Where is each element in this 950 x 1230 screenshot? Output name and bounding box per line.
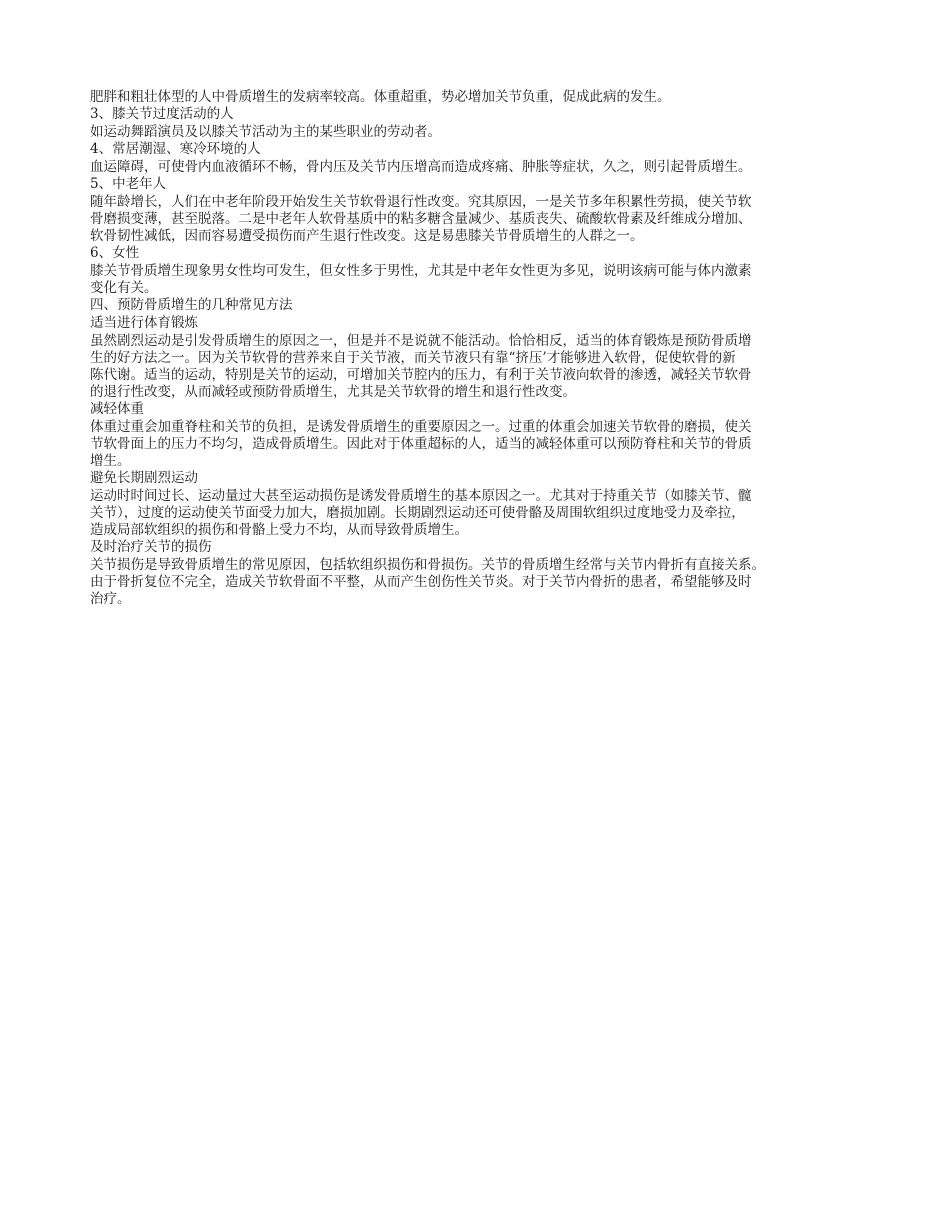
paragraph-knee-overuse bbox=[90, 124, 865, 141]
text-line: 变化有关。 bbox=[90, 280, 158, 296]
paragraph-exercise bbox=[90, 333, 865, 401]
text-line: 造成局部软组织的损伤和骨骼上受力不均，从而导致骨质增生。 bbox=[90, 522, 468, 538]
heading-avoid-intense-exercise: 避免长期剧烈运动 bbox=[90, 470, 198, 486]
text-line: 节软骨面上的压力不均匀，造成骨质增生。因此对于体重超标的人，适当的减轻体重可以预防脊柱和关节的骨质 bbox=[90, 436, 752, 452]
text-line: 关节损伤是导致骨质增生的常见原因，包括软组织损伤和骨损伤。关节的骨质增生经常与关节内骨折有直接关系。 bbox=[90, 557, 765, 573]
paragraph-obesity bbox=[90, 89, 865, 106]
text-line: 由于骨折复位不完全，造成关节软骨面不平整，从而产生创伤性关节炎。对于关节内骨折的患者，希望能够及时 bbox=[90, 574, 752, 590]
paragraph-women bbox=[90, 263, 865, 297]
heading-treat-injury: 及时治疗关节的损伤 bbox=[90, 539, 212, 555]
heading-damp-cold: 4、常居潮湿、寒冷环境的人 bbox=[90, 141, 261, 157]
heading-knee-overuse: 3、膝关节过度活动的人 bbox=[90, 106, 234, 122]
document-page bbox=[90, 89, 865, 608]
text-line: 软骨韧性减低，因而容易遭受损伤而产生退行性改变。这是易患膝关节骨质增生的人群之一。 bbox=[90, 228, 644, 244]
text-line: 生的好方法之一。因为关节软骨的营养来自于关节液，而关节液只有靠“挤压’才能够进入软骨，促使软骨的新 bbox=[90, 350, 736, 366]
paragraph-avoid-intense-exercise bbox=[90, 488, 865, 539]
section-heading-prevention: 四、预防骨质增生的几种常见方法 bbox=[90, 297, 293, 313]
text-line: 膝关节骨质增生现象男女性均可发生，但女性多于男性，尤其是中老年女性更为多见，说明该病可能与体内激素 bbox=[90, 263, 752, 279]
heading-weight-loss: 减轻体重 bbox=[90, 401, 144, 417]
text-line: 的退行性改变，从而减轻或预防骨质增生，尤其是关节软骨的增生和退行性改变。 bbox=[90, 384, 576, 400]
text-line: 体重过重会加重脊柱和关节的负担，是诱发骨质增生的重要原因之一。过重的体重会加速关节软骨的磨损，使关 bbox=[90, 419, 752, 435]
paragraph-middle-aged bbox=[90, 194, 865, 245]
paragraph-treat-injury bbox=[90, 557, 865, 608]
heading-exercise: 适当进行体育锻炼 bbox=[90, 315, 198, 331]
paragraph-damp-cold bbox=[90, 159, 865, 176]
text-line: 治疗。 bbox=[90, 591, 131, 607]
heading-middle-aged: 5、中老年人 bbox=[90, 176, 167, 192]
text-line: 虽然剧烈运动是引发骨质增生的原因之一，但是并不是说就不能活动。恰恰相反，适当的体育锻炼是预防骨质增 bbox=[90, 333, 752, 349]
text-line: 陈代谢。适当的运动，特别是关节的运动，可增加关节腔内的压力，有利于关节液向软骨的渗透，减轻关节软骨 bbox=[90, 367, 752, 383]
text-line: 血运障碍，可使骨内血液循环不畅，骨内压及关节内压增高而造成疼痛、肿胀等症状，久之，则引起骨质增生。 bbox=[90, 159, 752, 175]
text-line: 骨磨损变薄，甚至脱落。二是中老年人软骨基质中的粘多糖含量减少、基质丧失、硫酸软骨素及纤维成分增加、 bbox=[90, 211, 752, 227]
text-line: 肥胖和粗壮体型的人中骨质增生的发病率较高。体重超重，势必增加关节负重，促成此病的发生。 bbox=[90, 89, 671, 105]
paragraph-weight-loss bbox=[90, 419, 865, 470]
text-line: 运动时时间过长、运动量过大甚至运动损伤是诱发骨质增生的基本原因之一。尤其对于持重关节（如膝关节、髋 bbox=[90, 488, 752, 504]
text-line: 如运动舞蹈演员及以膝关节活动为主的某些职业的劳动者。 bbox=[90, 124, 441, 140]
text-line: 关节），过度的运动使关节面受力加大，磨损加剧。长期剧烈运动还可使骨骼及周围软组织过度地受力及牵拉， bbox=[90, 505, 745, 521]
text-line: 增生。 bbox=[90, 453, 131, 469]
heading-women: 6、女性 bbox=[90, 245, 140, 261]
text-line: 随年龄增长，人们在中老年阶段开始发生关节软骨退行性改变。究其原因，一是关节多年积累性劳损，使关节软 bbox=[90, 194, 752, 210]
